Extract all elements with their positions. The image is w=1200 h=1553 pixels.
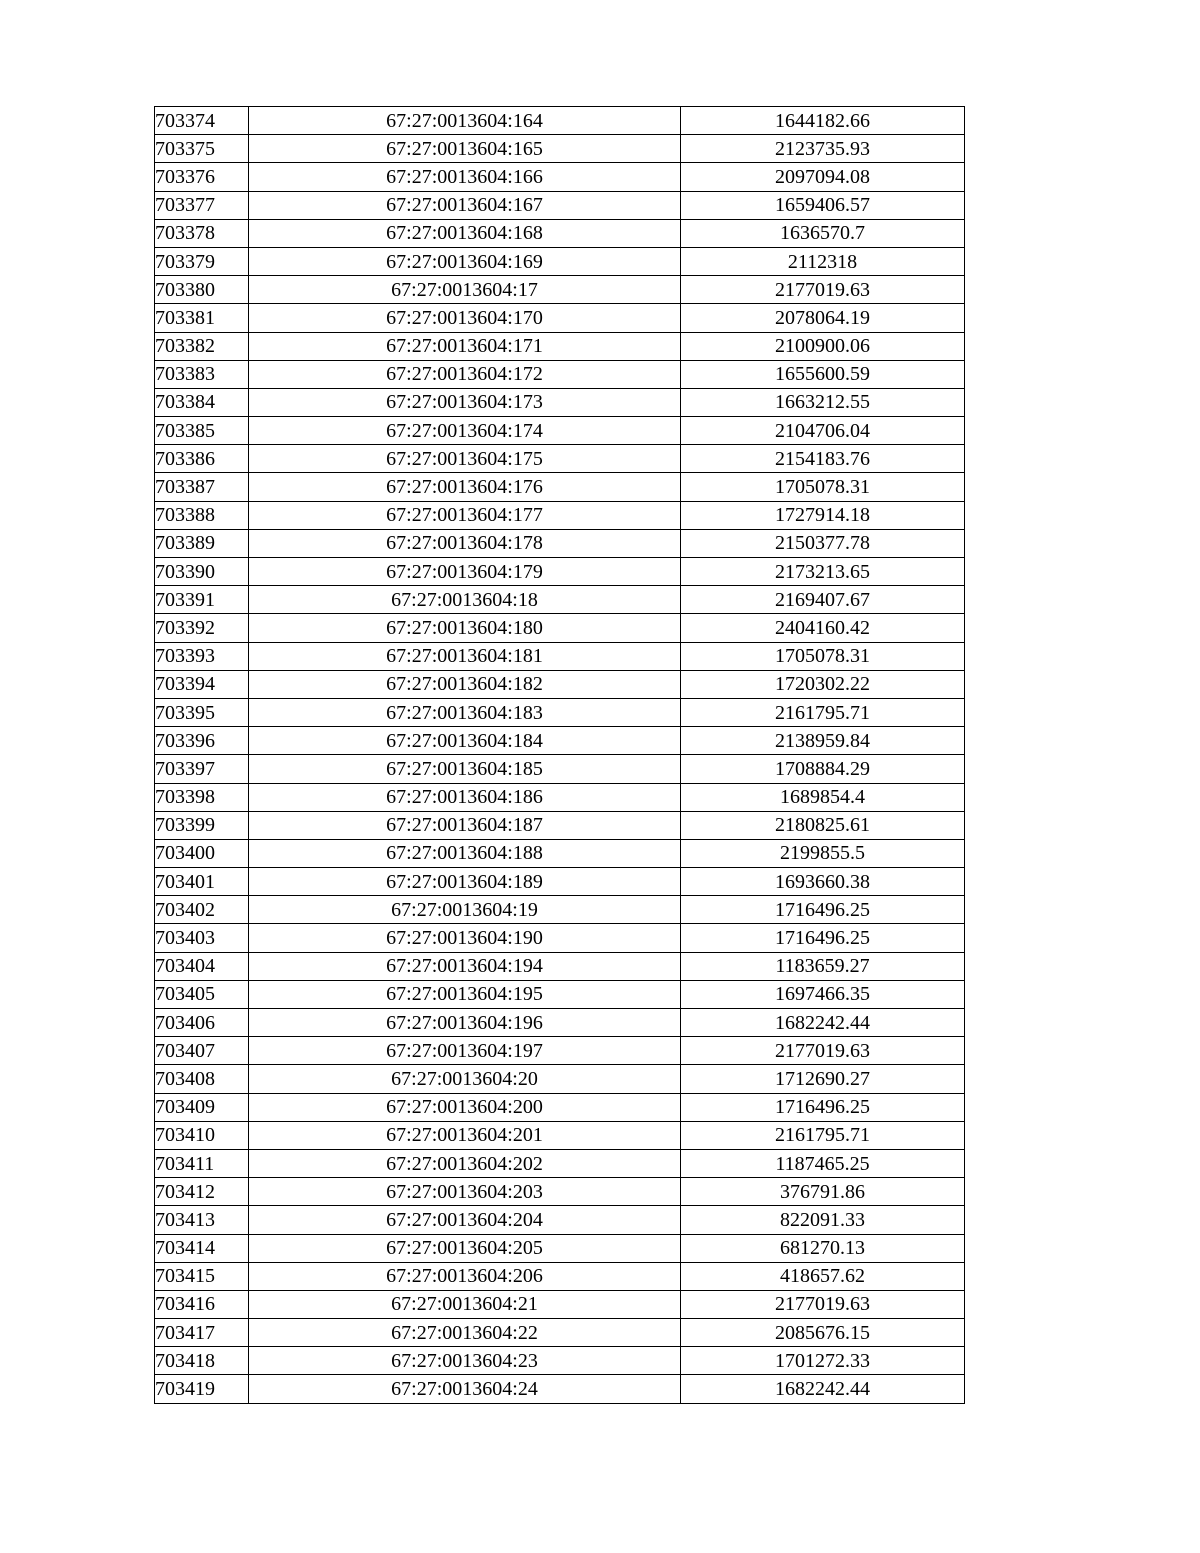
cadastral-number-cell: 67:27:0013604:187: [249, 811, 681, 839]
row-number-cell: 703419: [155, 1375, 249, 1403]
row-number-cell: 703413: [155, 1206, 249, 1234]
row-number-cell: 703385: [155, 417, 249, 445]
cadastral-number-cell: 67:27:0013604:205: [249, 1234, 681, 1262]
table-row: [155, 417, 965, 445]
cadastral-value-cell: 2112318: [681, 247, 965, 275]
cadastral-value-cell: 2123735.93: [681, 135, 965, 163]
table-row: [155, 360, 965, 388]
row-number-cell: 703377: [155, 191, 249, 219]
table-row: [155, 1009, 965, 1037]
cadastral-value-cell: 1659406.57: [681, 191, 965, 219]
cadastral-number-cell: 67:27:0013604:169: [249, 247, 681, 275]
row-number-cell: 703376: [155, 163, 249, 191]
cadastral-number-cell: 67:27:0013604:190: [249, 924, 681, 952]
cadastral-number-cell: 67:27:0013604:197: [249, 1037, 681, 1065]
cadastral-value-cell: 418657.62: [681, 1262, 965, 1290]
row-number-cell: 703388: [155, 501, 249, 529]
row-number-cell: 703415: [155, 1262, 249, 1290]
row-number-cell: 703412: [155, 1178, 249, 1206]
row-number-cell: 703383: [155, 360, 249, 388]
cadastral-value-cell: 2078064.19: [681, 304, 965, 332]
row-number-cell: 703396: [155, 727, 249, 755]
cadastral-value-cell: 2154183.76: [681, 445, 965, 473]
cadastral-value-cell: 1689854.4: [681, 783, 965, 811]
cadastral-number-cell: 67:27:0013604:22: [249, 1319, 681, 1347]
table-row: [155, 924, 965, 952]
cadastral-value-cell: 1716496.25: [681, 1093, 965, 1121]
cadastral-number-cell: 67:27:0013604:19: [249, 896, 681, 924]
row-number-cell: 703408: [155, 1065, 249, 1093]
cadastral-value-cell: 1655600.59: [681, 360, 965, 388]
table-row: [155, 1262, 965, 1290]
cadastral-number-cell: 67:27:0013604:175: [249, 445, 681, 473]
cadastral-number-cell: 67:27:0013604:166: [249, 163, 681, 191]
cadastral-value-cell: 2104706.04: [681, 417, 965, 445]
table-row: [155, 107, 965, 135]
row-number-cell: 703401: [155, 868, 249, 896]
row-number-cell: 703384: [155, 388, 249, 416]
cadastral-number-cell: 67:27:0013604:20: [249, 1065, 681, 1093]
cadastral-number-cell: 67:27:0013604:183: [249, 698, 681, 726]
table-row: [155, 473, 965, 501]
cadastral-number-cell: 67:27:0013604:179: [249, 558, 681, 586]
cadastral-value-cell: 1701272.33: [681, 1347, 965, 1375]
cadastral-number-cell: 67:27:0013604:186: [249, 783, 681, 811]
cadastral-value-cell: 1716496.25: [681, 896, 965, 924]
cadastral-value-cell: 1636570.7: [681, 219, 965, 247]
row-number-cell: 703394: [155, 670, 249, 698]
cadastral-value-cell: 1183659.27: [681, 952, 965, 980]
row-number-cell: 703411: [155, 1149, 249, 1177]
cadastral-number-cell: 67:27:0013604:176: [249, 473, 681, 501]
cadastral-value-cell: 2199855.5: [681, 839, 965, 867]
row-number-cell: 703404: [155, 952, 249, 980]
cadastral-value-cell: 1705078.31: [681, 642, 965, 670]
cadastral-number-cell: 67:27:0013604:177: [249, 501, 681, 529]
cadastral-value-cell: 1708884.29: [681, 755, 965, 783]
table-row: [155, 332, 965, 360]
cadastral-number-cell: 67:27:0013604:201: [249, 1121, 681, 1149]
table-row: [155, 1206, 965, 1234]
row-number-cell: 703374: [155, 107, 249, 135]
table-row: [155, 529, 965, 557]
cadastral-number-cell: 67:27:0013604:185: [249, 755, 681, 783]
cadastral-number-cell: 67:27:0013604:178: [249, 529, 681, 557]
cadastral-number-cell: 67:27:0013604:174: [249, 417, 681, 445]
table-body: [155, 107, 965, 1404]
row-number-cell: 703386: [155, 445, 249, 473]
table-row: [155, 811, 965, 839]
cadastral-number-cell: 67:27:0013604:189: [249, 868, 681, 896]
cadastral-value-cell: 1187465.25: [681, 1149, 965, 1177]
cadastral-value-cell: 1682242.44: [681, 1009, 965, 1037]
table-row: [155, 304, 965, 332]
row-number-cell: 703382: [155, 332, 249, 360]
cadastral-value-cell: 1727914.18: [681, 501, 965, 529]
cadastral-value-cell: 1716496.25: [681, 924, 965, 952]
cadastral-number-cell: 67:27:0013604:18: [249, 586, 681, 614]
table-row: [155, 980, 965, 1008]
table-row: [155, 896, 965, 924]
cadastral-value-cell: 1712690.27: [681, 1065, 965, 1093]
cadastral-value-cell: 1697466.35: [681, 980, 965, 1008]
table-row: [155, 642, 965, 670]
table-row: [155, 1375, 965, 1403]
table-row: [155, 698, 965, 726]
cadastral-number-cell: 67:27:0013604:172: [249, 360, 681, 388]
cadastral-value-cell: 2085676.15: [681, 1319, 965, 1347]
row-number-cell: 703389: [155, 529, 249, 557]
cadastral-number-cell: 67:27:0013604:164: [249, 107, 681, 135]
table-row: [155, 1234, 965, 1262]
cadastral-number-cell: 67:27:0013604:188: [249, 839, 681, 867]
cadastral-number-cell: 67:27:0013604:165: [249, 135, 681, 163]
row-number-cell: 703379: [155, 247, 249, 275]
table-row: [155, 670, 965, 698]
row-number-cell: 703378: [155, 219, 249, 247]
row-number-cell: 703391: [155, 586, 249, 614]
table-row: [155, 839, 965, 867]
cadastral-number-cell: 67:27:0013604:206: [249, 1262, 681, 1290]
cadastral-value-cell: 2177019.63: [681, 276, 965, 304]
table-row: [155, 1319, 965, 1347]
cadastral-value-cell: 2177019.63: [681, 1290, 965, 1318]
row-number-cell: 703387: [155, 473, 249, 501]
row-number-cell: 703392: [155, 614, 249, 642]
table-row: [155, 952, 965, 980]
table-row: [155, 1178, 965, 1206]
row-number-cell: 703397: [155, 755, 249, 783]
cadastral-value-cell: 2150377.78: [681, 529, 965, 557]
table-row: [155, 1149, 965, 1177]
table-row: [155, 501, 965, 529]
cadastral-value-cell: 2173213.65: [681, 558, 965, 586]
cadastral-number-cell: 67:27:0013604:202: [249, 1149, 681, 1177]
table-row: [155, 727, 965, 755]
row-number-cell: 703399: [155, 811, 249, 839]
cadastral-value-cell: 2161795.71: [681, 1121, 965, 1149]
cadastral-number-cell: 67:27:0013604:194: [249, 952, 681, 980]
row-number-cell: 703381: [155, 304, 249, 332]
cadastral-number-cell: 67:27:0013604:17: [249, 276, 681, 304]
cadastral-value-cell: 1644182.66: [681, 107, 965, 135]
cadastral-value-cell: 1693660.38: [681, 868, 965, 896]
table-row: [155, 191, 965, 219]
table-row: [155, 868, 965, 896]
table-row: [155, 1093, 965, 1121]
cadastral-number-cell: 67:27:0013604:21: [249, 1290, 681, 1318]
cadastral-number-cell: 67:27:0013604:173: [249, 388, 681, 416]
cadastral-value-cell: 2097094.08: [681, 163, 965, 191]
row-number-cell: 703416: [155, 1290, 249, 1318]
table-row: [155, 445, 965, 473]
cadastral-number-cell: 67:27:0013604:182: [249, 670, 681, 698]
table-row: [155, 219, 965, 247]
cadastral-number-cell: 67:27:0013604:170: [249, 304, 681, 332]
cadastral-number-cell: 67:27:0013604:204: [249, 1206, 681, 1234]
row-number-cell: 703417: [155, 1319, 249, 1347]
row-number-cell: 703400: [155, 839, 249, 867]
cadastral-value-cell: 1705078.31: [681, 473, 965, 501]
row-number-cell: 703414: [155, 1234, 249, 1262]
table-row: [155, 163, 965, 191]
table-row: [155, 276, 965, 304]
table-row: [155, 755, 965, 783]
row-number-cell: 703410: [155, 1121, 249, 1149]
table-row: [155, 247, 965, 275]
row-number-cell: 703395: [155, 698, 249, 726]
table-row: [155, 558, 965, 586]
row-number-cell: 703406: [155, 1009, 249, 1037]
table-row: [155, 586, 965, 614]
row-number-cell: 703398: [155, 783, 249, 811]
cadastral-value-cell: 1663212.55: [681, 388, 965, 416]
table-row: [155, 135, 965, 163]
row-number-cell: 703375: [155, 135, 249, 163]
cadastral-number-cell: 67:27:0013604:168: [249, 219, 681, 247]
cadastral-number-cell: 67:27:0013604:181: [249, 642, 681, 670]
row-number-cell: 703403: [155, 924, 249, 952]
cadastral-value-cell: 2100900.06: [681, 332, 965, 360]
cadastral-value-cell: 1682242.44: [681, 1375, 965, 1403]
cadastral-value-cell: 1720302.22: [681, 670, 965, 698]
cadastral-value-cell: 2138959.84: [681, 727, 965, 755]
row-number-cell: 703418: [155, 1347, 249, 1375]
cadastral-value-cell: 822091.33: [681, 1206, 965, 1234]
cadastral-value-cell: 2177019.63: [681, 1037, 965, 1065]
cadastral-number-cell: 67:27:0013604:184: [249, 727, 681, 755]
cadastral-number-cell: 67:27:0013604:196: [249, 1009, 681, 1037]
table-row: [155, 1121, 965, 1149]
row-number-cell: 703393: [155, 642, 249, 670]
table-row: [155, 614, 965, 642]
row-number-cell: 703407: [155, 1037, 249, 1065]
table-row: [155, 1065, 965, 1093]
cadastral-value-cell: 681270.13: [681, 1234, 965, 1262]
cadastral-number-cell: 67:27:0013604:23: [249, 1347, 681, 1375]
cadastral-value-cell: 2180825.61: [681, 811, 965, 839]
table-row: [155, 1290, 965, 1318]
cadastral-number-cell: 67:27:0013604:24: [249, 1375, 681, 1403]
cadastral-value-cell: 376791.86: [681, 1178, 965, 1206]
row-number-cell: 703390: [155, 558, 249, 586]
cadastral-number-cell: 67:27:0013604:203: [249, 1178, 681, 1206]
cadastral-number-cell: 67:27:0013604:200: [249, 1093, 681, 1121]
cadastral-number-cell: 67:27:0013604:167: [249, 191, 681, 219]
row-number-cell: 703380: [155, 276, 249, 304]
cadastral-number-cell: 67:27:0013604:171: [249, 332, 681, 360]
cadastral-value-cell: 2169407.67: [681, 586, 965, 614]
row-number-cell: 703409: [155, 1093, 249, 1121]
cadastral-value-cell: 2161795.71: [681, 698, 965, 726]
table-row: [155, 1037, 965, 1065]
row-number-cell: 703405: [155, 980, 249, 1008]
cadastral-value-table: [154, 106, 965, 1404]
table-row: [155, 783, 965, 811]
cadastral-number-cell: 67:27:0013604:180: [249, 614, 681, 642]
row-number-cell: 703402: [155, 896, 249, 924]
table-row: [155, 388, 965, 416]
table-row: [155, 1347, 965, 1375]
cadastral-number-cell: 67:27:0013604:195: [249, 980, 681, 1008]
cadastral-value-cell: 2404160.42: [681, 614, 965, 642]
